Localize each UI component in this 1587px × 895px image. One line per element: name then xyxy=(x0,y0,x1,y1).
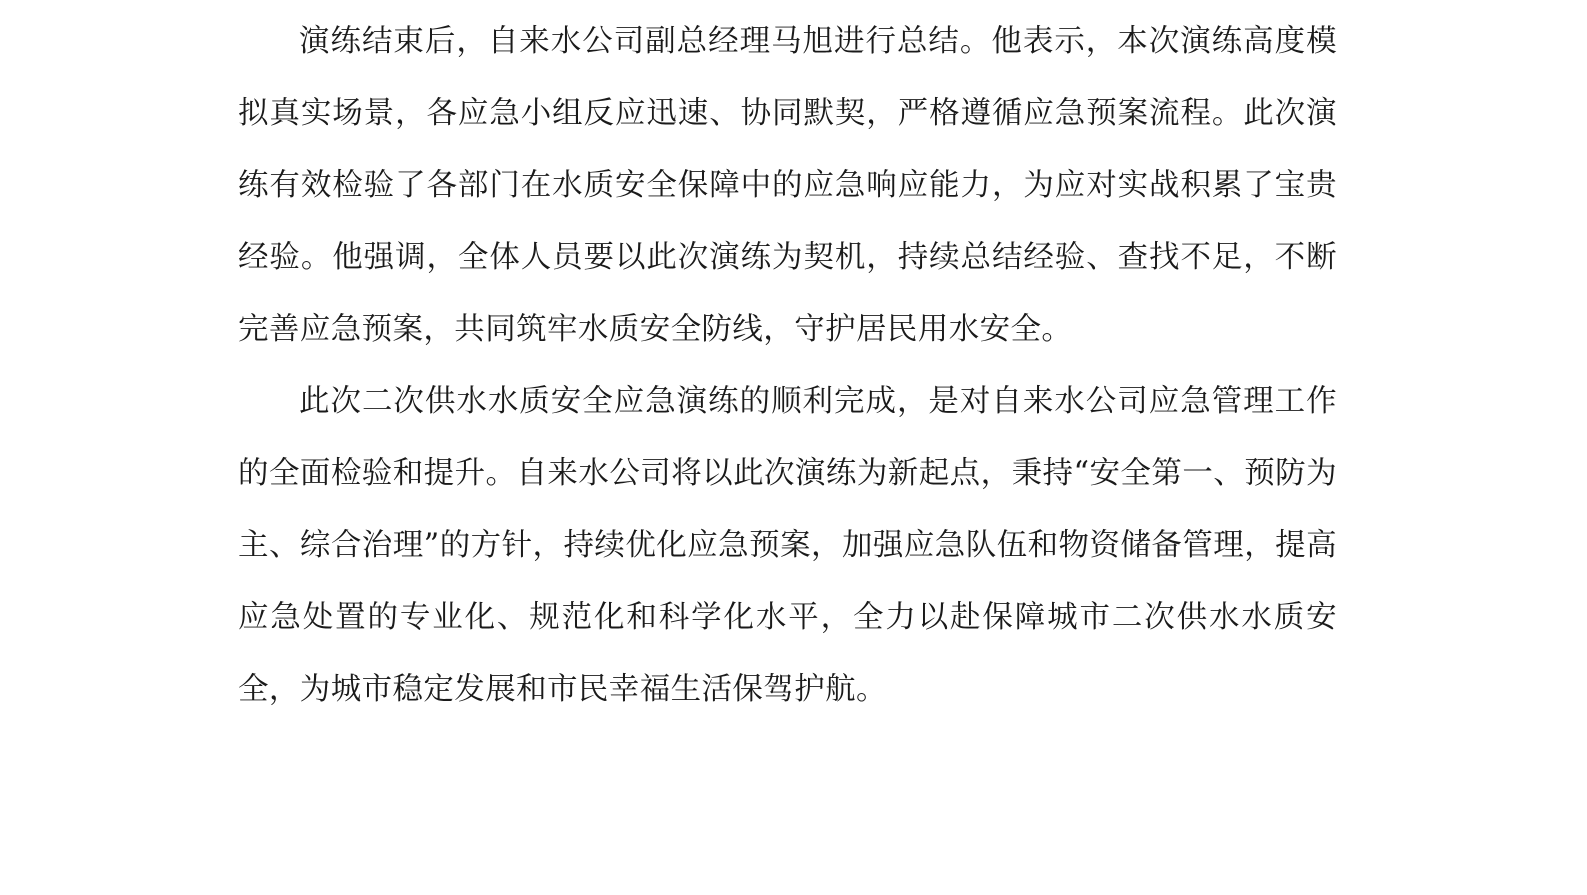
paragraph-1: 演练结束后，自来水公司副总经理马旭进行总结。他表示，本次演练高度模拟真实场景，各应急小组反应迅速、协同默契，严格遵循应急预案流程。此次演练有效检验了各部门在水质安全保障中的应急响应能力，为应对实战积累了宝贵经验。他强调，全体人员要以此次演练为契机，持续总结经验、查找不足，不断完善应急预案，共同筑牢水质安全防线，守护居民用水安全。 xyxy=(238,24,1337,347)
document-body xyxy=(238,0,1337,726)
paragraph-2: 此次二次供水水质安全应急演练的顺利完成，是对自来水公司应急管理工作的全面检验和提升。自来水公司将以此次演练为新起点，秉持“安全第一、预防为主、综合治理”的方针，持续优化应急预案，加强应急队伍和物资储备管理，提高应急处置的专业化、规范化和科学化水平，全力以赴保障城市二次供水水质安全，为城市稳定发展和市民幸福生活保驾护航。 xyxy=(238,384,1337,707)
